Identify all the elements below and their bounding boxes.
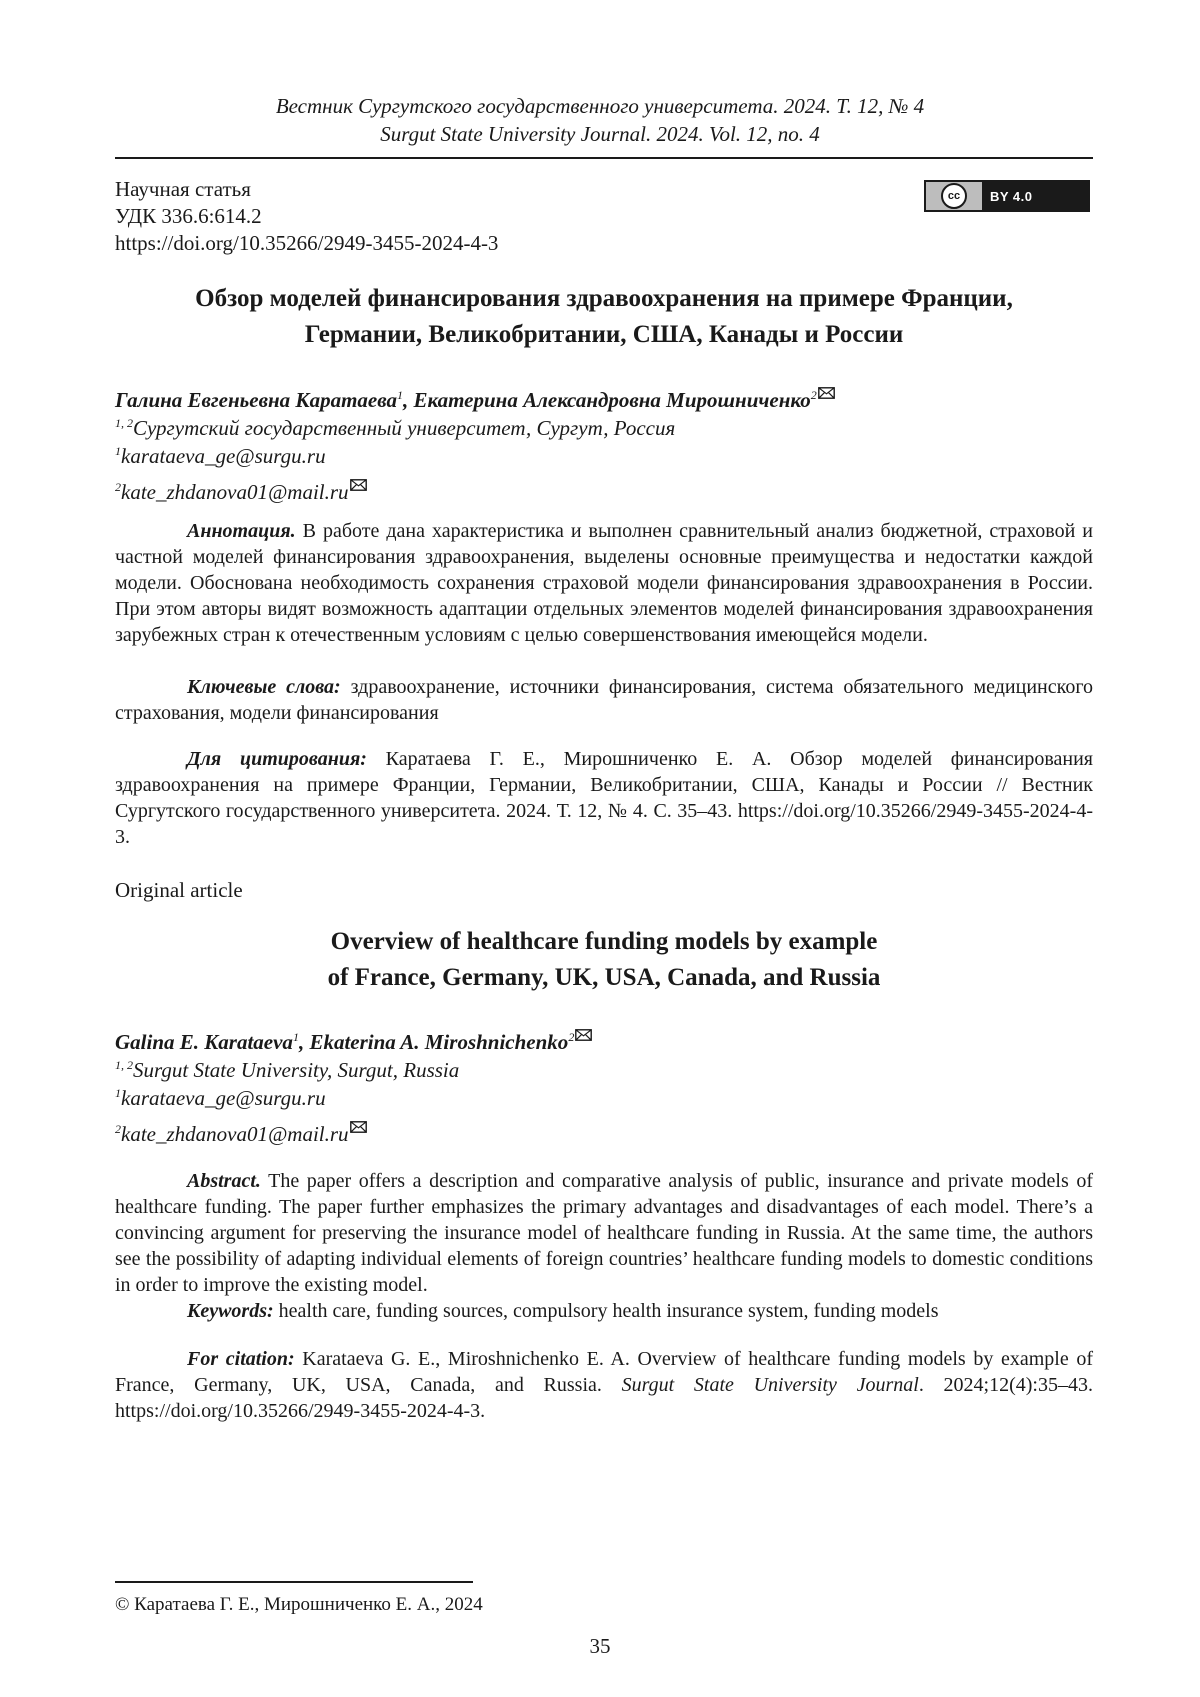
keywords-text-ru: здравоохранение, источники финансирования, система обязательного медицинского страхования, модели финансирования — [115, 676, 1094, 724]
license-label: BY 4.0 — [990, 188, 1033, 204]
author1-sup-ru: 1 — [397, 388, 403, 402]
envelope-icon — [350, 470, 367, 498]
creative-commons-icon: cc — [941, 183, 967, 209]
cc-logo — [926, 182, 982, 210]
author2-sup-en: 2 — [568, 1030, 575, 1044]
affiliation-en: Surgut State University, Surgut, Russia — [133, 1058, 460, 1082]
abstract-text-en: The paper offers a description and comparative analysis of public, insurance and private models of healthcare funding. The paper further emphasizes the primary advantages and disadvantages of each model. There’s a convincing argument for preserving the insurance model of healthcare funding in Russia. At the same time, the authors see the possibility of adapting individual elements of foreign countries’ healthcare funding models to domestic conditions in order to improve the existing model. — [115, 1170, 1093, 1296]
authors-ru — [115, 378, 1093, 506]
citation-label-en: For citation: — [187, 1348, 295, 1370]
citation-label-ru: Для цитирования: — [187, 748, 367, 770]
email2-sup-ru: 2 — [115, 480, 121, 494]
citation-en — [115, 1346, 1093, 1424]
citation-text-en-a: Karataeva G. E., Miroshnichenko E. A. Overview of healthcare funding models by example of France, Germany, UK, USA, Canada, and Russia. — [115, 1348, 1093, 1396]
doi-link[interactable]: https://doi.org/10.35266/2949-3455-2024-4-3 — [115, 231, 499, 255]
author-sep-ru: , — [403, 388, 414, 412]
author-names-ru — [115, 378, 1093, 414]
email1-en[interactable]: karataeva_ge@surgu.ru — [121, 1086, 326, 1110]
author1-ru: Галина Евгеньевна Каратаева — [115, 388, 397, 412]
author2-en: Ekaterina A. Miroshnichenko — [309, 1030, 569, 1054]
email1-sup-en: 1 — [115, 1086, 121, 1100]
envelope-icon — [575, 1020, 592, 1048]
author1-sup-en: 1 — [292, 1030, 299, 1044]
journal-header — [0, 92, 1200, 148]
keywords-en — [115, 1298, 1093, 1324]
email2-en[interactable]: kate_zhdanova01@mail.ru — [121, 1122, 349, 1146]
affil-sup-en: 1, 2 — [115, 1058, 133, 1072]
email1-en-line — [115, 1084, 1093, 1112]
author2-sup-ru: 2 — [810, 388, 817, 402]
citation-text-en-b: . 2024;12(4):35–43. https://doi.org/10.35266/2949-3455-2024-4-3. — [115, 1374, 1093, 1422]
citation-journal-en: Surgut State University Journal — [621, 1374, 919, 1396]
author1-en: Galina E. Karataeva — [115, 1030, 293, 1054]
title-ru-line1: Обзор моделей финансирования здравоохранения на примере Франции, — [195, 285, 1013, 312]
title-ru-line2: Германии, Великобритании, США, Канады и России — [304, 321, 904, 348]
journal-title-en: Surgut State University Journal. 2024. Vol. 12, no. 4 — [380, 122, 820, 146]
citation-ru — [115, 746, 1093, 850]
affiliation-ru-line — [115, 414, 1093, 442]
email1-sup-ru: 1 — [115, 444, 121, 458]
page-title-ru — [115, 281, 1093, 353]
footnote-rule — [115, 1581, 473, 1583]
affiliation-ru: Сургутский государственный университет, Сургут, Россия — [133, 416, 676, 440]
email2-sup-en: 2 — [115, 1122, 121, 1136]
page-number: 35 — [589, 1634, 611, 1658]
email1-ru-line — [115, 442, 1093, 470]
keywords-label-ru: Ключевые слова: — [187, 676, 341, 698]
abstract-en — [115, 1168, 1093, 1298]
cc-license-badge[interactable] — [924, 180, 1090, 212]
keywords-ru — [115, 674, 1093, 726]
header-rule — [115, 157, 1093, 159]
envelope-icon — [818, 378, 835, 406]
page-title-en — [115, 924, 1093, 996]
author-names-en — [115, 1020, 1093, 1056]
authors-en — [115, 1020, 1093, 1148]
author-sep-en: , — [298, 1030, 310, 1054]
abstract-text-ru: В работе дана характеристика и выполнен сравнительный анализ бюджетной, страховой и частной моделей финансирования здравоохранения, выделены основные преимущества и недостатки каждой модели. Обоснована необходимость сохранения страховой модели финансирования здравоохранения в России. При этом авторы видят возможность адаптации отдельных элементов моделей финансирования здравоохранения зарубежных стран к отечественным условиям с целью совершенствования имеющейся модели. — [115, 520, 1094, 646]
envelope-icon — [350, 1112, 367, 1140]
email1-ru[interactable]: karataeva_ge@surgu.ru — [121, 444, 326, 468]
copyright-note: © Каратаева Г. Е., Мирошниченко Е. А., 2024 — [115, 1594, 483, 1615]
keywords-text-en: health care, funding sources, compulsory health insurance system, funding models — [278, 1300, 939, 1322]
article-meta — [115, 176, 498, 257]
email2-en-line — [115, 1112, 1093, 1148]
abstract-label-en: Abstract. — [187, 1170, 261, 1192]
journal-title-ru: Вестник Сургутского государственного университета. 2024. Т. 12, № 4 — [275, 94, 925, 118]
udc-code: УДК 336.6:614.2 — [115, 204, 262, 228]
article-type-en: Original article — [115, 878, 243, 902]
article-type-ru: Научная статья — [115, 177, 251, 201]
title-en-line2: of France, Germany, UK, USA, Canada, and Russia — [327, 964, 881, 991]
abstract-ru — [115, 518, 1093, 648]
citation-text-ru: Каратаева Г. Е., Мирошниченко Е. А. Обзор моделей финансирования здравоохранения на примере Франции, Германии, Великобритании, США, Канады и России // Вестник Сургутского государственного университета. 2024. Т. 12, № 4. С. 35–43. https://doi.org/10.35266/2949-3455-2024-4-3. — [115, 748, 1093, 848]
email2-ru[interactable]: kate_zhdanova01@mail.ru — [121, 480, 349, 504]
affil-sup-ru: 1, 2 — [115, 416, 133, 430]
title-en-line1: Overview of healthcare funding models by example — [330, 928, 878, 955]
affiliation-en-line — [115, 1056, 1093, 1084]
author2-ru: Екатерина Александровна Мирошниченко — [413, 388, 811, 412]
keywords-label-en: Keywords: — [187, 1300, 274, 1322]
email2-ru-line — [115, 470, 1093, 506]
abstract-label-ru: Аннотация. — [187, 520, 296, 542]
